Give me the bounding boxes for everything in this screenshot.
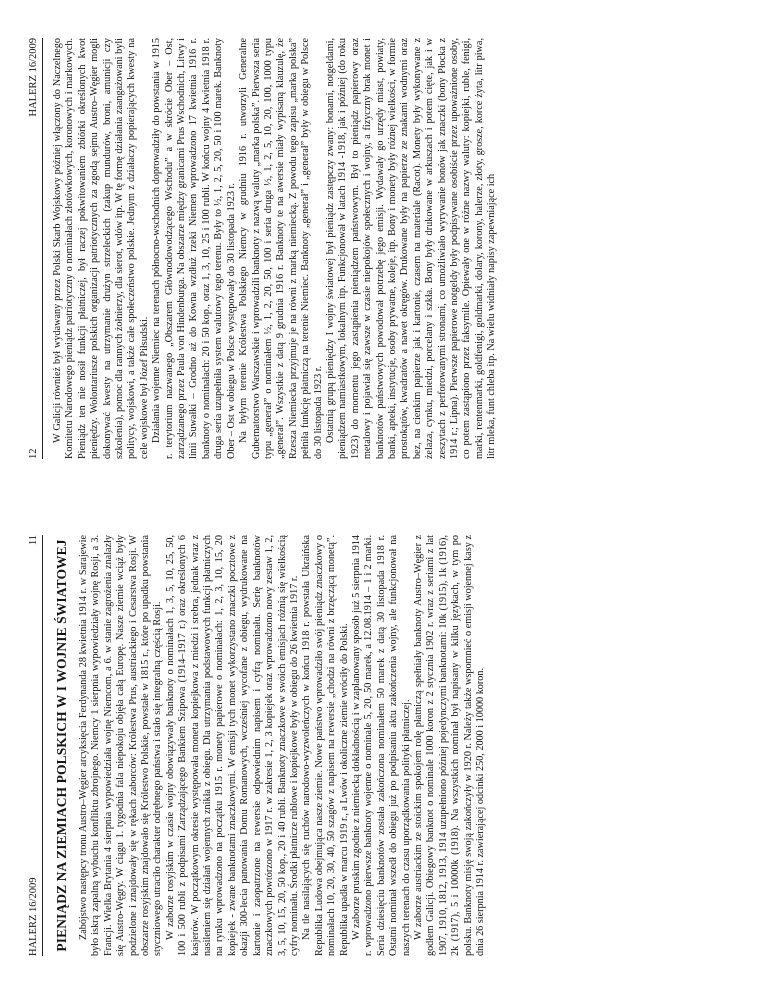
article-body xyxy=(52,535,750,956)
paragraph: W zaborze austriackim ze stoickim spokojem rolę płatniczą spełniały banknoty Austro–Węgier z godłem Galicji. Obiegowy banknot o nominale 1000 koron z 2 stycznia 1902 r. wraz z seriami z lat 1907, 1910, 1812, 1913, 1914 uzupełniono później pojedynczymi banknotami: 10k (1915), 1k (1916), 2k (1917), 5 i 10000k (1918). Na wszystkich nominał był napisany w kilku językach, w tym po polsku. Banknoty misję swoją zakończyły w 1920 r. Należy także wspomnieć o emisji wojennej kasy z dnia 26 sierpnia 1914 r. zawierającej odcinki 250, 2000 i 10000 koron. xyxy=(412,535,486,956)
running-header xyxy=(26,38,43,459)
paragraph: Zabójstwo następcy tronu Austro–Węgier arcyksięcia Ferdynanda 28 kwietnia 1914 r. w Sarajewie było iskrą zapalną wybuchu konfliktu zbrojnego. Niemcy 1 sierpnia wypowiedziały wojnę Rosji, a 3. Francji. Wielka Brytania 4 sierpnia wypowiedziała wojnę Niemcom, a 6. w stanie zagrożenia znalazły się Austro-Węgry. W ciągu 1. tygodnia fala niepokoju objęła całą Europę. Nasze ziemie wciąż były podzielone i znajdowały się w rękach zaborców: Królestwa Prus, austriackiego i Cesarstwa Rosji. W obszarze rosyjskim znajdowało się Królestwo Polskie, powstałe w 1815 r., które po upadku powstania styczniowego utraciło charakter odrębnego państwa i stało się integralną częścią Rosji. xyxy=(78,535,164,956)
journal-name: HALERZ 16/2009 xyxy=(28,877,39,956)
journal-name: HALERZ 16/2009 xyxy=(28,38,39,117)
article-title: PIENIĄDZ NA ZIEMIACH POLSKICH W I WOJNIE ŚWIATOWEJ xyxy=(54,539,69,952)
paragraph: W Galicji również był wydawany przez Polski Skarb Wojskowy później włączony do Naczelnego Komitetu Narodowego pieniądz patriotyczny o nominałach złotówkowych, koronowych i markowych. Pieniądz ten nie nosił funkcji płatniczej, był raczej pokwitowaniem zbiórki określonych kwot pieniędzy. Wolontariusze polskich organizacji patriotycznych za zgodą sejmu Austro–Węgier mogli dokonywać kwesty na utrzymanie drużyn strzeleckich (zakup mundurów, broni, amunicji czy szkolenia), pomoc dla rannych żołnierzy, dla sierot, wdów itp. W tę formę działania zaangażowani byli politycy, wojskowi, a także całe społeczeństwo polskie. Jednym z działaczy popierających kwesty na cele wojskowe był Józef Piłsudski. xyxy=(52,38,150,459)
article-body xyxy=(52,38,750,459)
paragraph: W zaborze rosyjskim w czasie wojny obowiązywały banknoty o nominałach 1, 3, 5, 10, 25, 50, 100 i 500 rubli z podpisami Zarządzającego Bankiem Szipowa (1914–1917 r.) oraz określonych 6 kasjerów. W początkowym okresie występowała moneta kopiejkowa z miedzi i srebra, jednak wraz z nasileniem się działań wojennych znikła z obiegu. Dla utrzymania podstawowych funkcji płatniczych na rynku wprowadzono na początku 1915 r. monety papierowe o nominałach: 1, 2, 3, 10, 15, 20 kopiejek - zwane banknotami znaczkowymi. W emisji tych monet wykorzystano znaczki pocztowe z okazji 300-lecia panowania Domu Romanowych, wcześniej wycofane z obiegu, wydrukowane na kartonie i zaopatrzone na rewersie odpowiednim napisem i cyfrą nominału. Serię banknotów znaczkowych powtórzono w 1917 r. w zakresie 1, 2, 3 kopiejek oraz wprowadzono nowy zestaw 1, 2, 3, 5, 10, 15, 20, 50 kop., 20 i 40 rubli. Banknoty znaczkowe w swoich emisjach różnią się wielkością cyfry nominału. Środki płatnicze rublowe i kopiejkowe były w obiegu do 26 kwietnia 1917 r. xyxy=(164,535,300,956)
paragraph: W zaborze pruskim zgodnie z niemiecką dokładnością i w zaplanowany sposób już 5 sierpnia 1914 r. wprowadzono pierwsze banknoty wojenne o nominale 5, 20, 50 marek, a 12.08.1914 – 1 i 2 marki. Seria dziesięciu banknotów została zakończona nominałem 50 marek z datą 30 listopada 1918 r. Ostatni nominał wszedł do obiegu już po podpisaniu aktu zakończenia wojny, ale funkcjonował na naszych terenach do czasu uporządkowania polityki płatniczej. xyxy=(350,535,412,956)
paragraph: Ostatnią grupą pieniędzy I wojny światowej był pieniądz zastępczy zwany: bonami, notgeldami, pieniądzem namiastkowym, lokalnym itp. Funkcjonował w latach 1914 -1918, jak i później (do roku 1923) do momentu jego zastąpienia pieniądzem państwowym. Był to pieniądz papierowy oraz metalowy i pojawiał się zawsze w czasie niepokojów społecznych i wojny, a fizyczny brak monet i banknotów państwowych powodował potrzebę jego emisji. Wydawały go urzędy miast, powiaty, banki, apteki, instytucje, osoby prywatne, koleje, itp. Bony i monety były różnej wielkości, w formie prostokątów, kwadratów a nawet okręgów. Drukowane były na papierze ze znakami wodnymi oraz bez, na cienkim papierze jak i kartonie, czasem na materiale (Racot). Monety były wykonywane z żelaza, cynku, miedzi, porcelany i szkła. Bony były drukowane w arkuszach i potem cięte, jak i w zeszytach z perforowanymi stronami, co umożliwiało wyrywanie bonów jak znaczki (bony Płocka z 1914 r.; Lipna). Pierwsze papierowe notgeldy były podpisywane osobiście przez upoważnione osoby, co potem zastąpiono przez faksymile. Opiewały one w różne nazwy waluty: kopiejki, ruble, fenigi, marki, rentenmarki, goldfenigi, goldmarki, dolary, korony, halerze, złoty, grosze, korce żyta, litr piwa, litr mleka, funt chleba itp. Na wielu widniały napisy zapewniające ich xyxy=(324,38,498,459)
paragraph: Na byłym terenie Królestwa Polskiego Niemcy w grudniu 1916 r. utworzyli Generalne Gubernatorstwo Warszawskie i wprowadzili banknoty z nazwą waluty „marka polska”. Pierwsza seria typu „generał” o nominałem ½, 1, 2, 20, 50, 100 i seria druga ½, 1, 2, 5, 10, 20, 100, 1000 typu „generał”. Wszystkie z datą 9 grudnia 1916 r. Banknoty te na awersie miały wypisaną klauzulę, że Rzesza Niemiecka przyjmuje je na równi z marką niemiecką. Z powodu tego zapisu „marka polska” pełniła funkcję płatniczą na terenie Niemiec. Banknoty „generał” i „generał” były w obiegu w Polsce do 30 listopada 1923 r. xyxy=(238,38,324,459)
page-number: 12 xyxy=(28,448,39,459)
page-number: 11 xyxy=(28,535,39,546)
paragraph: Na tle nasilających się ruchów narodowo-wyzwoleńczych w końcu 1918 r. powstała Ukraińska Republika Ludowa obejmująca nasze ziemie. Nowe państwo wprowadziło swój pieniądz znaczkowy o nominałach 10, 20, 30, 40, 50 szagów z napisem na rewersie „chodzi na równi z brzęczącą monetą”. Republika upadła w marcu 1919 r., a Lwów i okoliczne ziemie wróciły do Polski. xyxy=(301,535,350,956)
paragraph: Działania wojenne Niemiec na terenach północno-wschodnich doprowadziły do powstania w 1915 r. terytorium nazwanego „Obszarem Głównodowodzącego Wschodu” a w skrócie Ober – Ost, zarządzanego przez Paula von Hindenburga. Na obszarze między granicami Prus Wschodnich, Litwy i linii Suwałki – Grodno aż do Kowna wzdłuż rzeki Niemen wprowadzono 17 kwietnia 1916 r. banknoty o nominałach: 20 i 50 kop., oraz 1, 3, 10, 25 i 100 rubli. W końcu wojny 4 kwietnia 1918 r. druga seria uzupełniła system walutowy tego terenu. Były to ½, 1, 2, 5, 20, 50 i 100 marek. Banknoty Ober – Ost w obiegu w Polsce występowały do 30 listopada 1923 r. xyxy=(151,38,237,459)
running-header xyxy=(26,535,43,956)
left-page xyxy=(0,497,768,994)
